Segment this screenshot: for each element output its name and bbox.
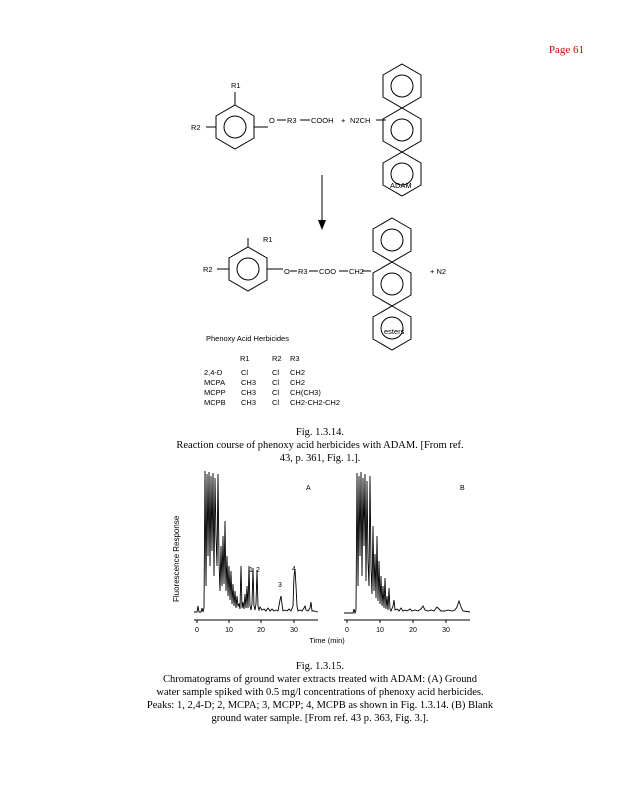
tick-label: 30 xyxy=(442,627,450,634)
peak-label-2: 2 xyxy=(256,567,260,574)
table-header-r2: R2 xyxy=(272,354,282,363)
figure-caption-2 xyxy=(0,660,640,725)
reactant-r2: R2 xyxy=(191,123,201,132)
table-row xyxy=(204,388,321,397)
tick-label: 20 xyxy=(409,627,417,634)
adam-label: ADAM xyxy=(390,181,412,190)
reactant-plus: + xyxy=(341,116,346,125)
svg-text:Cl: Cl xyxy=(272,388,280,397)
panel-label-b: B xyxy=(460,485,465,492)
svg-text:Cl: Cl xyxy=(272,398,280,407)
tick-label: 0 xyxy=(195,627,199,634)
esters-label: esters xyxy=(384,327,405,336)
product-r3: R3 xyxy=(298,267,308,276)
reactant-r1: R1 xyxy=(231,81,241,90)
figure-caption-1 xyxy=(0,426,640,465)
svg-text:CH2: CH2 xyxy=(290,378,306,387)
caption-line: Reaction course of phenoxy acid herbicides with ADAM. [From ref. xyxy=(176,440,464,451)
tick-label: 10 xyxy=(225,627,233,634)
caption-line: ground water sample. [From ref. 43 p. 363, Fig. 3.]. xyxy=(211,713,429,724)
y-axis-label: Fluorescence Response xyxy=(172,515,181,602)
svg-text:MCPA: MCPA xyxy=(204,378,226,387)
svg-text:CH(CH3): CH(CH3) xyxy=(290,388,321,397)
reactant-cooh: COOH xyxy=(311,116,334,125)
svg-text:Cl: Cl xyxy=(272,378,280,387)
svg-text:MCPB: MCPB xyxy=(204,398,226,407)
caption-line: Peaks: 1, 2,4-D; 2, MCPA; 3, MCPP; 4, MCPB as shown in Fig. 1.3.14. (B) Blank xyxy=(146,700,494,711)
reactant-r3: R3 xyxy=(287,116,297,125)
chromatogram-figure xyxy=(0,466,640,666)
chromatogram-trace-b xyxy=(344,472,470,613)
svg-text:MCPP: MCPP xyxy=(204,388,226,397)
table-row xyxy=(204,398,340,407)
reactant-n2ch: N2CH xyxy=(350,116,371,125)
table-title: Phenoxy Acid Herbicides xyxy=(206,334,289,343)
caption-line: Chromatograms of ground water extracts treated with ADAM: (A) Ground xyxy=(162,674,478,685)
product-ch2: CH2 xyxy=(349,267,365,276)
tick-label: 10 xyxy=(376,627,384,634)
product-r1: R1 xyxy=(263,235,273,244)
product-plus-n2: + N2 xyxy=(430,267,447,276)
tick-label: 20 xyxy=(257,627,265,634)
caption-line: water sample spiked with 0.5 mg/l concentrations of phenoxy acid herbicides. xyxy=(156,687,484,698)
reactant-benzene-ring xyxy=(216,105,254,149)
figure-number: Fig. 1.3.15. xyxy=(295,661,345,672)
product-coo: COO xyxy=(319,267,337,276)
svg-text:CH2-CH2-CH2: CH2-CH2-CH2 xyxy=(290,398,341,407)
peak-label-1: 1 xyxy=(249,567,253,574)
svg-text:Cl: Cl xyxy=(241,368,249,377)
x-axis-label: Time (min) xyxy=(309,636,345,645)
product-benzene-ring xyxy=(229,247,267,291)
table-header-r1: R1 xyxy=(240,354,250,363)
table-row xyxy=(204,368,305,377)
svg-text:CH2: CH2 xyxy=(290,368,306,377)
reactant-o: O xyxy=(269,116,275,125)
svg-text:CH3: CH3 xyxy=(241,388,257,397)
table-row xyxy=(204,378,305,387)
peak-label-3: 3 xyxy=(278,582,282,589)
svg-text:CH3: CH3 xyxy=(241,378,257,387)
product-r2: R2 xyxy=(203,265,213,274)
svg-text:Cl: Cl xyxy=(272,368,280,377)
figure-number: Fig. 1.3.14. xyxy=(295,427,345,438)
svg-text:CH3: CH3 xyxy=(241,398,257,407)
peak-label-4: 4 xyxy=(292,566,296,573)
product-o: O xyxy=(284,267,290,276)
caption-line: 43, p. 361, Fig. 1.]. xyxy=(279,453,361,464)
panel-label-a: A xyxy=(306,485,311,492)
tick-label: 0 xyxy=(345,627,349,634)
svg-text:2,4-D: 2,4-D xyxy=(204,368,223,377)
table-header-r3: R3 xyxy=(290,354,300,363)
adam-anthracene xyxy=(383,64,421,196)
chromatogram-trace-a xyxy=(194,471,318,612)
tick-label: 30 xyxy=(290,627,298,634)
page-number: Page 61 xyxy=(548,44,584,56)
